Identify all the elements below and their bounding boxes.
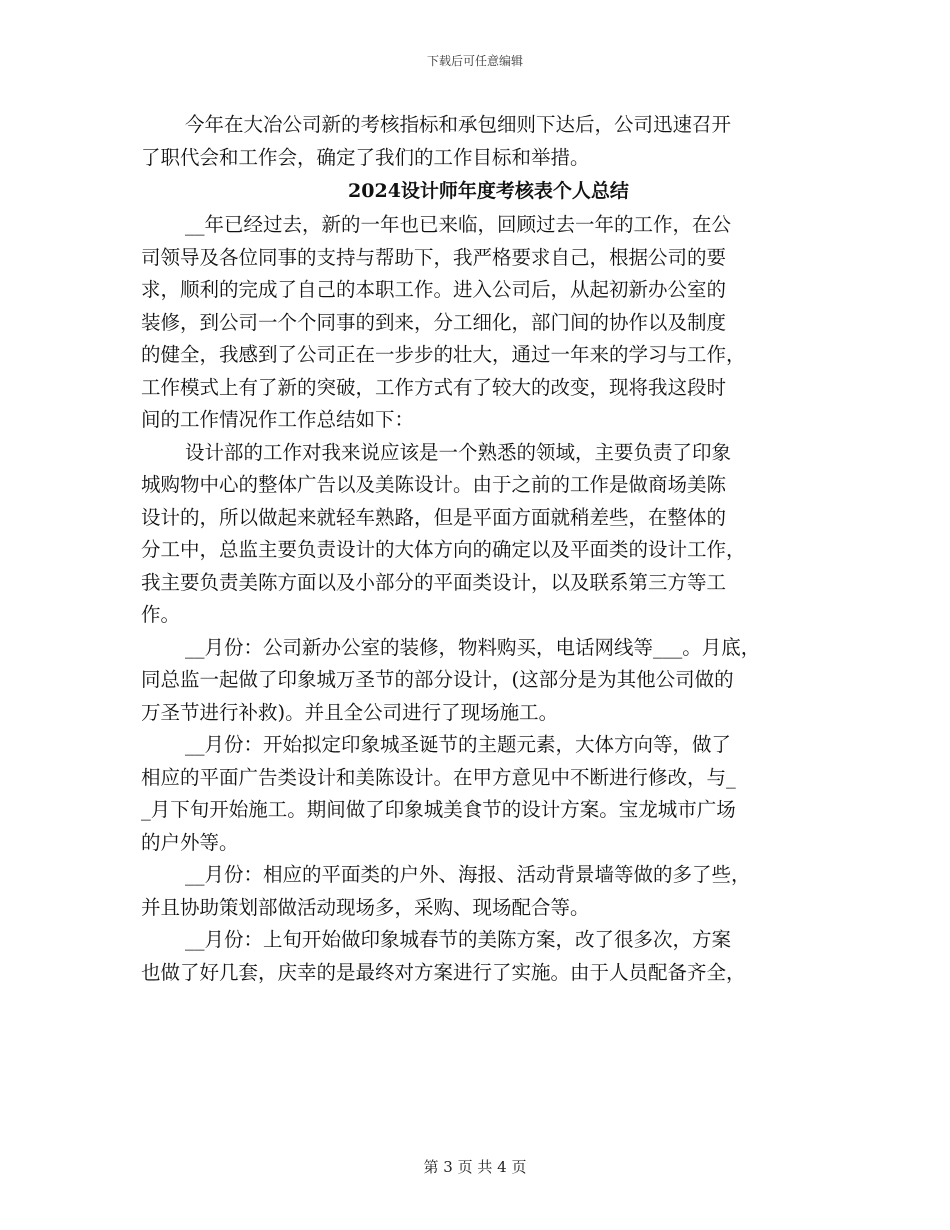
paragraph-1-line: 的健全，我感到了公司正在一步步的壮大，通过一年来的学习与工作， [141, 343, 746, 366]
document-title: 2024设计师年度考核表个人总结 [348, 180, 629, 202]
paragraph-3-line: 同总监一起做了印象城万圣节的部分设计，(这部分是为其他公司做的 [141, 668, 734, 691]
paragraph-1-line: 工作模式上有了新的突破，工作方式有了较大的改变，现将我这段时 [141, 375, 727, 399]
paragraph-5-line: 并且协助策划部做活动现场多，采购、现场配合等。 [141, 895, 590, 919]
paragraph-4-line: _月下旬开始施工。期间做了印象城美食节的设计方案。宝龙城市广场 [141, 798, 736, 821]
paragraph-4-line: 的户外等。 [141, 830, 239, 854]
paragraph-2-line: 分工中，总监主要负责设计的大体方向的确定以及平面类的设计工作， [141, 538, 746, 561]
paragraph-1-line: 司领导及各位同事的支持与帮助下，我严格要求自己，根据公司的要 [141, 245, 727, 269]
paragraph-6-line: 也做了好几套，庆幸的是最终对方案进行了实施。由于人员配备齐全， [141, 960, 746, 984]
paragraph-4 [141, 729, 836, 859]
page-header-note: 下载后可任意编辑 [426, 54, 523, 68]
paragraph-2 [141, 437, 836, 632]
paragraph-2-line: 设计部的工作对我来说应该是一个熟悉的领域，主要负责了印象 [185, 440, 732, 464]
paragraph-1-line: 装修，到公司一个个同事的到来，分工细化，部门间的协作以及制度 [141, 310, 727, 334]
paragraph-2-line: 设计的，所以做起来就轻车熟路，但是平面方面就稍差些，在整体的 [141, 505, 727, 529]
paragraph-1-line: 间的工作情况作工作总结如下： [141, 408, 415, 431]
page-number: 第 3 页 共 4 页 [423, 1158, 527, 1176]
paragraph-1 [141, 209, 836, 437]
paragraph-1-line: 求，顺利的完成了自己的本职工作。进入公司后，从起初新办公室的 [141, 278, 727, 301]
intro-line-1: 今年在大冶公司新的考核指标和承包细则下达后，公司迅速召开 [185, 113, 732, 136]
paragraph-4-line: __月份：开始拟定印象城圣诞节的主题元素，大体方向等，做了 [185, 733, 732, 756]
paragraph-3 [141, 632, 836, 730]
paragraph-2-line: 我主要负责美陈方面以及小部分的平面类设计，以及联系第三方等工 [141, 570, 727, 594]
paragraph-5 [141, 859, 836, 924]
paragraph-6 [141, 924, 836, 989]
paragraph-3-line: __月份：公司新办公室的装修，物料购买，电话网线等___。月底， [185, 635, 761, 659]
paragraph-5-line: __月份：相应的平面类的户外、海报、活动背景墙等做的多了些， [185, 863, 751, 886]
paragraph-6-line: __月份：上旬开始做印象城春节的美陈方案，改了很多次，方案 [185, 928, 732, 951]
paragraph-3-line: 万圣节进行补救)。并且全公司进行了现场施工。 [141, 700, 559, 724]
document-body [141, 109, 836, 989]
paragraph-2-line: 作。 [141, 603, 181, 626]
paragraph-2-line: 城购物中心的整体广告以及美陈设计。由于之前的工作是做商场美陈 [141, 473, 727, 496]
paragraph-4-line: 相应的平面广告类设计和美陈设计。在甲方意见中不断进行修改，与_ [141, 765, 736, 789]
paragraph-1-line: __年已经过去，新的一年也已来临，回顾过去一年的工作，在公 [185, 213, 732, 236]
intro-line-2: 了职代会和工作会，确定了我们的工作目标和举措。 [141, 145, 590, 169]
